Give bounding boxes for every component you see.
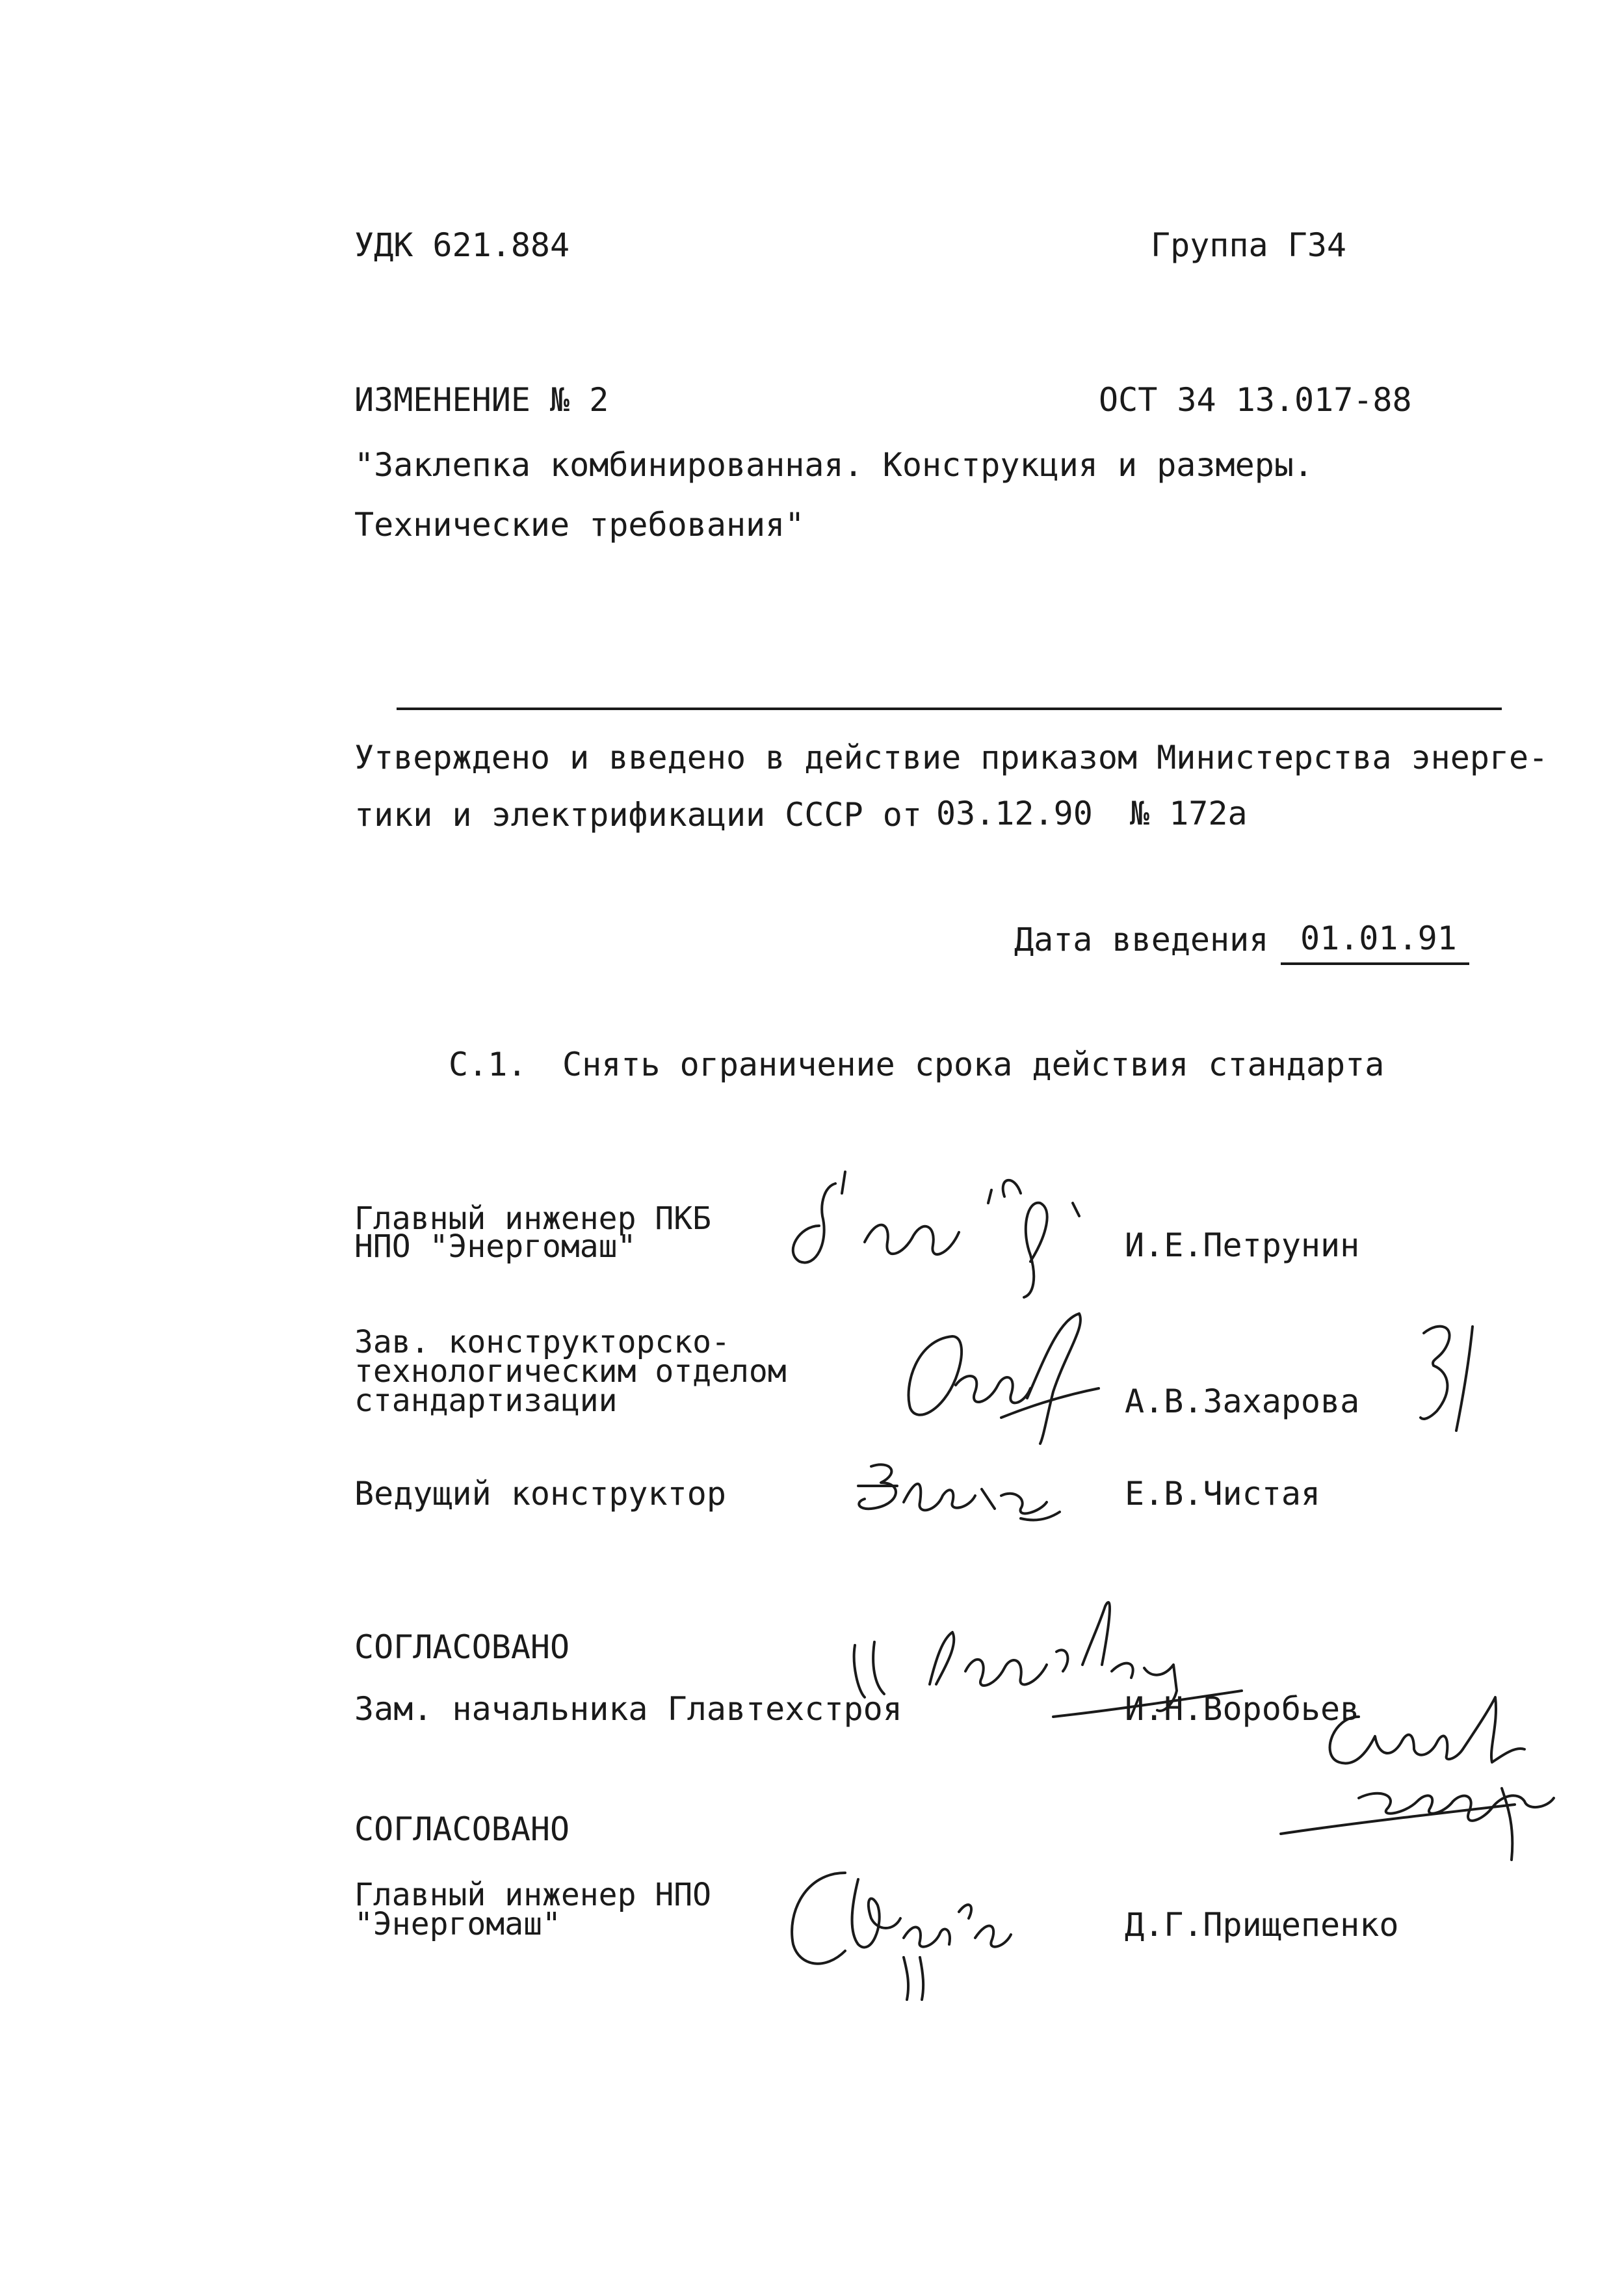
signatory-2-position-line2: технологическим отделом [354,1353,787,1390]
order-number: № 172а [1130,795,1248,832]
approval-line2: тики и электрификации СССР от [354,796,922,834]
agreed-2-name: Д.Г.Прищепенко [1125,1906,1399,1944]
signature-vorobyev-secondary [1268,1678,1567,1873]
change-number: ИЗМЕНЕНИЕ № 2 [354,381,609,419]
agreed-1-name: И.Н.Воробьев [1125,1690,1360,1728]
standard-title-line1: "Заклепка комбинированная. Конструкция и размеры. [354,446,1314,484]
agreed-1-label: СОГЛАСОВАНО [354,1628,570,1666]
signatory-1-position-line2: НПО "Энергомаш" [354,1228,636,1265]
signatory-2-name: А.В.Захарова [1125,1383,1360,1420]
agreed-1-position: Зам. начальника Главтехстроя [354,1690,902,1728]
approval-line1: Утверждено и введено в действие приказом Министерства энерге- [354,739,1549,776]
effective-date: 01.01.91 [1300,920,1457,957]
signatory-1-name: И.Е.Петрунин [1125,1226,1360,1264]
order-date: 03.12.90 [936,795,1093,832]
signatory-1-position-line1: Главный инженер ПКБ [354,1200,712,1237]
agreed-2-label: СОГЛАСОВАНО [354,1810,570,1848]
effective-date-underline [1281,962,1469,965]
group-code: Группа Г34 [1151,226,1347,264]
standard-number: ОСТ 34 13.017-88 [1099,381,1412,419]
signature-zakharova [891,1301,1105,1450]
signature-chistaya [845,1450,1066,1535]
signature-prishchepenko [774,1847,1021,2003]
agreed-2-position-line2: "Энергомаш" [354,1906,561,1942]
agreed-2-position-line1: Главный инженер НПО [354,1877,712,1913]
standard-title-line2: Технические требования" [354,506,805,544]
signatory-2-position-line3: стандартизации [354,1383,618,1419]
clause-number: С.1. [449,1046,527,1083]
udk-code: УДК 621.884 [354,226,570,264]
signature-petrunin [774,1164,1112,1307]
clause-text: Снять ограничение срока действия стандарта [562,1046,1385,1083]
signatory-2-position-line1: Зав. конструкторско- [354,1324,730,1360]
divider-line [397,708,1502,710]
signatory-3-name: Е.В.Чистая [1125,1475,1321,1513]
initials-mark [1411,1307,1489,1437]
signatory-3-position: Ведущий конструктор [354,1475,726,1513]
effective-date-label: Дата введения [1014,921,1269,959]
